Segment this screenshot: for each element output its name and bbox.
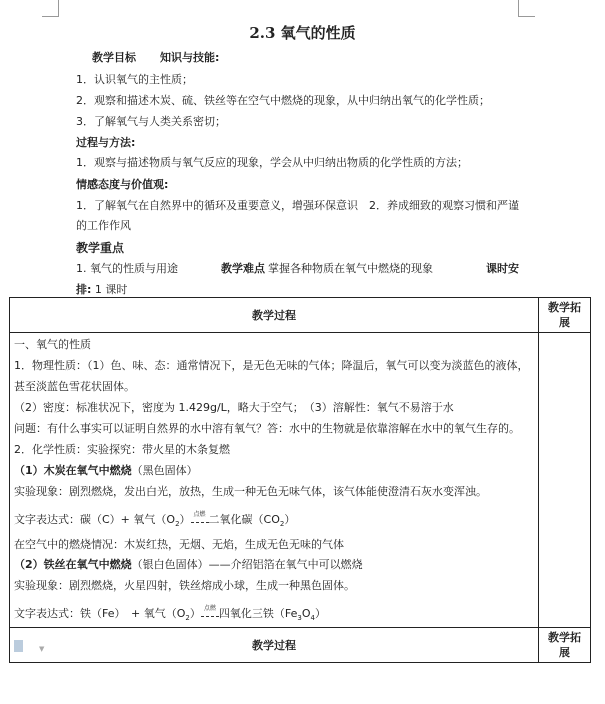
content-line: 实验现象：剧烈燃烧，火星四射，铁丝熔成小球，生成一种黑色固体。 xyxy=(14,579,355,592)
process-content xyxy=(10,333,539,628)
section-note: （银白色固体）——介绍铝箔在氧气中可以燃烧 xyxy=(131,558,363,571)
header-process: 教学过程 xyxy=(10,628,539,663)
emotion-item: 的工作作风 xyxy=(76,219,131,232)
content-line: 实验现象：剧烈燃烧，发出白光，放热，生成一种无色无味气体，该气体能使澄清石灰水变浑浊。 xyxy=(14,485,487,498)
content-line: （2）密度：标准状况下，密度为 1.429g/L，略大于空气； （3）溶解性：氧气不易溶于水 xyxy=(14,401,454,414)
knowledge-item: 2．观察和描述木炭、硫、铁丝等在空气中燃烧的现象，从中归纳出氧气的化学性质； xyxy=(76,94,490,107)
header-extension: 教学拓 展 xyxy=(539,298,591,333)
margin-corner-mark xyxy=(42,0,59,17)
content-line: 在空气中的燃烧情况：木炭红热，无烟、无焰，生成无色无味的气体 xyxy=(14,538,344,551)
difficulty-text: 掌握各种物质在氧气中燃烧的现象 xyxy=(268,262,433,275)
difficulty-label: 教学难点 xyxy=(221,262,265,275)
section-title: （2）铁丝在氧气中燃烧 xyxy=(14,558,132,571)
emotion-item: 1．了解氧气在自然界中的循环及重要意义，增强环保意识 2．养成细致的观察习惯和严谨 xyxy=(76,199,519,212)
goals-label: 教学目标 xyxy=(92,51,136,64)
key-text: 1. 氧气的性质与用途 xyxy=(76,262,178,275)
content-line: 甚至淡蓝色雪花状固体。 xyxy=(14,380,135,393)
equation-carbon: 文字表达式：碳（C）+ 氧气$(O_2)$ 点燃 二氧化碳$(CO_2)$ xyxy=(14,511,296,529)
content-line: 一、氧气的性质 xyxy=(14,338,91,351)
header-process: 教学过程 xyxy=(10,298,539,333)
header-extension: 教学拓 展 xyxy=(539,628,591,663)
section-note: （黑色固体） xyxy=(131,464,198,477)
section-title: （1）木炭在氧气中燃烧 xyxy=(14,464,132,477)
emotion-label: 情感态度与价值观: xyxy=(76,178,169,191)
extension-content xyxy=(539,333,591,628)
lesson-table xyxy=(9,297,591,663)
margin-corner-mark xyxy=(518,0,535,17)
content-line: 1．物理性质：（1）色、味、态：通常情况下，是无色无味的气体；降温后，氧气可以变为淡蓝色的液体， xyxy=(14,359,529,372)
content-line: 问题：有什么事实可以证明自然界的水中溶有氧气？答：水中的生物就是依靠溶解在水中的氧气生存的。 xyxy=(14,422,520,435)
knowledge-item: 1．认识氧气的主性质； xyxy=(76,73,193,86)
schedule-text: 1 课时 xyxy=(94,283,128,296)
process-label: 过程与方法: xyxy=(76,136,136,149)
chevron-down-icon[interactable]: ▼ xyxy=(39,645,45,653)
page-title: 2.3 氧气的性质 xyxy=(249,24,356,42)
schedule-label: 课时安 xyxy=(486,262,519,275)
key-label: 教学重点 xyxy=(76,241,125,255)
knowledge-item: 3．了解氧气与人类关系密切； xyxy=(76,115,226,128)
content-line: 2．化学性质：实验探究：带火星的木条复燃 xyxy=(14,443,230,456)
schedule-label: 排: xyxy=(76,283,92,296)
equation-iron: 文字表达式：铁（Fe） + 氧气$(O_2)$ 点燃 四氧化三铁$(Fe_3O_4)$ xyxy=(14,605,326,623)
knowledge-label: 知识与技能: xyxy=(160,51,220,64)
process-item: 1．观察与描述物质与氧气反应的现象，学会从中归纳出物质的化学性质的方法； xyxy=(76,156,468,169)
paste-options-icon[interactable] xyxy=(14,640,23,652)
